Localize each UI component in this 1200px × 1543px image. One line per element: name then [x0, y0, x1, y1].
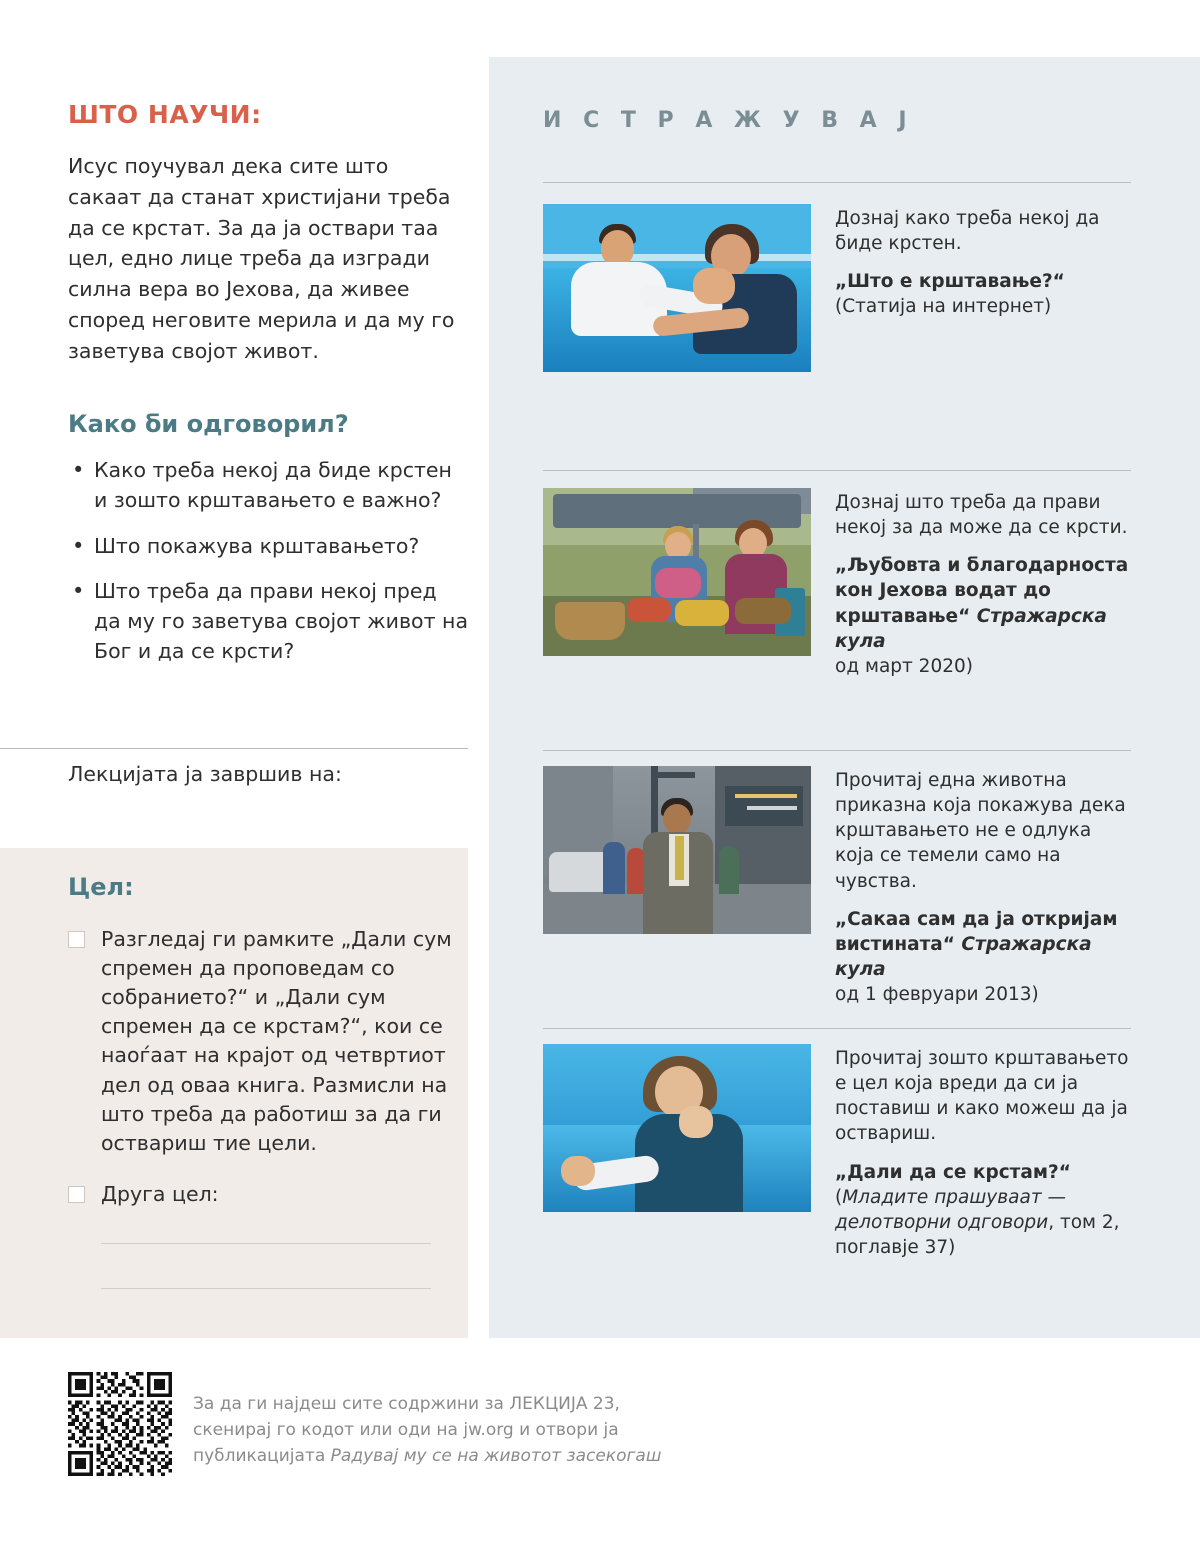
goal-item-1[interactable] — [68, 925, 458, 1158]
resource-item-2[interactable] — [543, 488, 1131, 679]
learned-body: Исус поучувал дека сите што сакаат да станат христијани треба да се крстат. За да ја оствари таа цел, едно лице треба да изгради силна вера во Јехова, да живее според неговите мерила и да му го заветува својот живот. — [68, 154, 455, 363]
goal-item-2[interactable] — [68, 1180, 458, 1209]
goal-checkbox-1[interactable] — [68, 931, 85, 948]
footer-publication-title: Радувај му се на животот засекогаш — [330, 1445, 662, 1466]
resource-text-1 — [835, 204, 1131, 372]
list-item: • Што треба да прави некој пред да му го заветува својот живот на Бог и да се крсти? — [94, 577, 468, 666]
goal-checkbox-2[interactable] — [68, 1186, 85, 1203]
resource-item-3[interactable] — [543, 766, 1131, 1007]
resource-title: „Сакаа сам да ја откријам вистината“ Стражарска кула — [835, 908, 1118, 981]
learned-heading: ШТО НАУЧИ: — [68, 100, 262, 129]
market-witnessing-photo — [543, 488, 811, 656]
resource-source-italic: Младите прашуваат — делотворни одговори — [835, 1186, 1066, 1233]
goal-item-label: Разгледај ги рамките „Дали сум спремен да проповедам со собранието?“ и „Дали сум спремен да се крстам?“, кои се наоѓаат на крајот од четвртиот дел од оваа книга. Размисли на што треба да работиш за да ги оствариш тие цели. — [101, 927, 452, 1155]
completion-date-label: Лекцијата ја завршив на: — [68, 762, 342, 786]
divider — [543, 470, 1131, 471]
footer-line-1: За да ги најдеш сите содржини за ЛЕКЦИЈА 23, — [193, 1394, 620, 1414]
resource-intro: Дознај како треба некој да биде крстен. — [835, 208, 1100, 255]
learned-section — [68, 100, 468, 683]
divider — [543, 750, 1131, 751]
list-item: • Како треба некој да биде крстен и зошто крштавањето е важно? — [94, 456, 468, 515]
goal-write-line-2[interactable] — [101, 1288, 431, 1289]
resource-source: од 1 февруари 2013) — [835, 984, 1039, 1006]
goal-section — [68, 873, 458, 1289]
goal-write-line-1[interactable] — [101, 1243, 431, 1244]
resource-intro: Дознај што треба да прави некој за да може да се крсти. — [835, 492, 1128, 539]
resource-text-4 — [835, 1044, 1131, 1260]
divider — [543, 1028, 1131, 1029]
footer-line-2: скенирај го кодот или оди на jw.org и отвори ја — [193, 1419, 619, 1440]
list-item: • Што покажува крштавањето? — [94, 532, 468, 562]
baptism-young-woman-photo — [543, 1044, 811, 1212]
divider — [543, 182, 1131, 183]
resource-source: (Младите прашуваат — делотворни одговори, том 2, поглавје 37) — [835, 1186, 1120, 1259]
resource-intro: Прочитај зошто крштавањето е цел која вреди да си ја поставиш и како можеш да ја оствариш. — [835, 1048, 1129, 1145]
answer-heading: Како би одговорил? — [68, 410, 349, 439]
resource-text-3 — [835, 766, 1131, 1007]
footer-note — [193, 1392, 753, 1469]
street-witnessing-photo — [543, 766, 811, 934]
resource-source-italic: Стражарска кула — [835, 933, 1092, 981]
goal-title: Цел: — [68, 873, 134, 901]
resource-source: (Статија на интернет) — [835, 296, 1052, 318]
resource-item-1[interactable] — [543, 204, 1131, 372]
qr-code[interactable] — [68, 1372, 172, 1476]
resource-title: „Што е крштавање?“ — [835, 271, 1065, 293]
resource-item-4[interactable] — [543, 1044, 1131, 1260]
resource-title: „Дали да се крстам?“ — [835, 1161, 1071, 1183]
goal-item-label: Друга цел: — [101, 1181, 219, 1206]
resource-text-2 — [835, 488, 1131, 679]
resource-source-italic: Стражарска кула — [835, 605, 1107, 652]
divider — [0, 748, 468, 749]
question-list — [68, 456, 468, 666]
explore-section-title: И С Т Р А Ж У В А Ј — [543, 108, 914, 133]
resource-title: „Љубовта и благодарноста кон Јехова водат до крштавање“ Стражарска кула — [835, 555, 1129, 652]
resource-intro: Прочитај една животна приказна која покажува дека крштавањето не е одлука која се темели само на чувства. — [835, 770, 1126, 892]
qr-code-icon — [68, 1372, 172, 1476]
baptism-pool-photo — [543, 204, 811, 372]
resource-source: од март 2020) — [835, 655, 973, 677]
footer-line-3-prefix: публикацијата — [193, 1445, 331, 1466]
